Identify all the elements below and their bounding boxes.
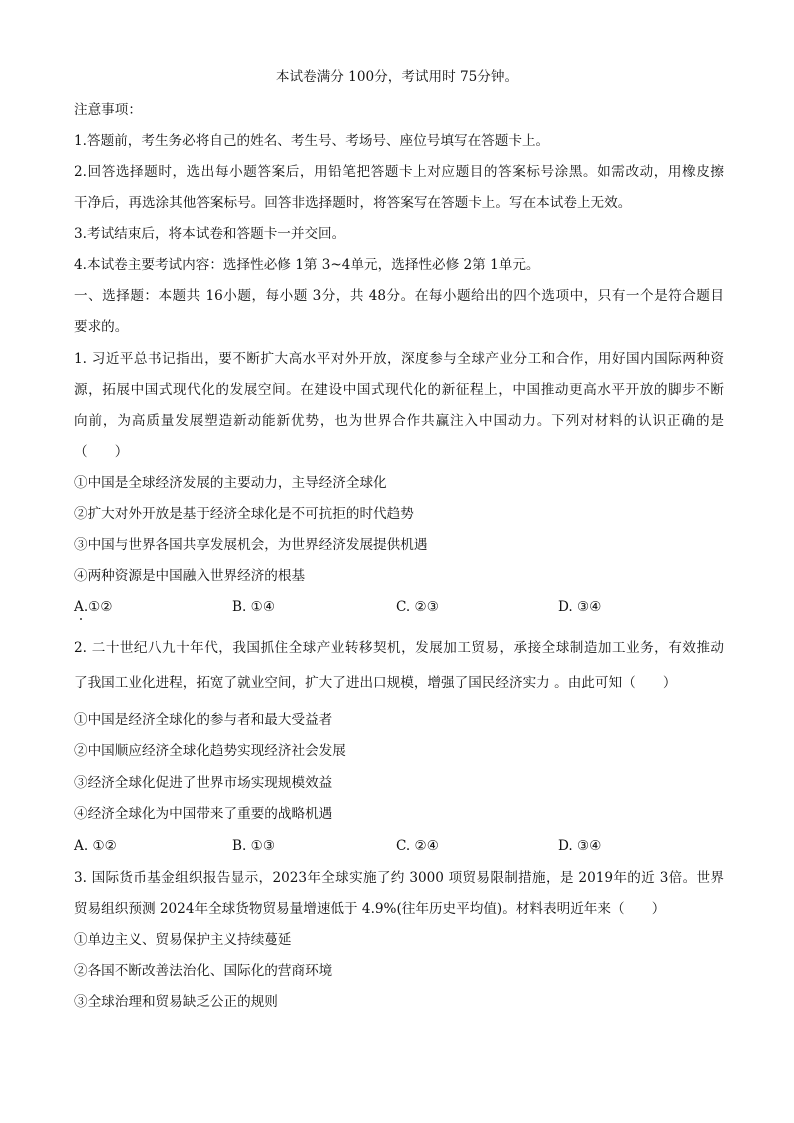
statement: ②各国不断改善法治化、国际化的营商环境 bbox=[74, 963, 333, 979]
question-3-stem: 贸易组织预测 2024年全球货物贸易量增速低于 4.9%(往年历史平均值)。材料表明近年来（ ） bbox=[74, 901, 666, 917]
notice-item: 2.回答选择题时，选出每小题答案后，用铅笔把答题卡上对应题目的答案标号涂黑。如需改动，用橡皮擦 bbox=[74, 164, 724, 180]
statement: ②扩大对外开放是基于经济全球化是不可抗拒的时代趋势 bbox=[74, 506, 414, 522]
statement: ③全球治理和贸易缺乏公正的规则 bbox=[74, 994, 278, 1010]
question-2-stem: 了我国工业化进程，拓宽了就业空间，扩大了进出口规模，增强了国民经济实力 。由此可知（ ） bbox=[74, 675, 677, 691]
statement: ④两种资源是中国融入世界经济的根基 bbox=[74, 568, 306, 584]
question-1-stem: 向前，为高质量发展塑造新动能新优势，也为世界合作共赢注入中国动力。下列对材料的认识正确的是 bbox=[74, 413, 724, 429]
question-1-stem: 源，拓展中国式现代化的发展空间。在建设中国式现代化的新征程上，中国推动更高水平开放的脚步不断 bbox=[74, 382, 724, 398]
question-2-options bbox=[74, 836, 724, 856]
answer-blank: （ ） bbox=[74, 444, 129, 460]
stray-mark bbox=[80, 618, 82, 620]
notice-item: 3.考试结束后，将本试卷和答题卡一并交回。 bbox=[74, 226, 346, 242]
option-c: C. ②④ bbox=[396, 838, 439, 854]
option-d: D. ③④ bbox=[558, 599, 602, 615]
question-2-stem: 2. 二十世纪八九十年代，我国抓住全球产业转移契机，发展加工贸易，承接全球制造加工业务，有效推动 bbox=[74, 640, 724, 656]
option-a: A. ①② bbox=[74, 838, 117, 854]
option-b: B. ①③ bbox=[232, 838, 276, 854]
notice-item: 干净后，再选涂其他答案标号。回答非选择题时，将答案写在答题卡上。写在本试卷上无效。 bbox=[74, 195, 632, 211]
statement: ①中国是全球经济发展的主要动力，主导经济全球化 bbox=[74, 475, 387, 491]
notice-item: 4.本试卷主要考试内容：选择性必修 1第 3~4单元，选择性必修 2第 1单元。 bbox=[74, 257, 540, 273]
statement: ①中国是经济全球化的参与者和最大受益者 bbox=[74, 712, 333, 728]
option-d: D. ③④ bbox=[558, 838, 602, 854]
notice-title: 注意事项： bbox=[74, 102, 142, 118]
question-1-options bbox=[74, 597, 724, 617]
option-b: B. ①④ bbox=[232, 599, 276, 615]
exam-header: 本试卷满分 100分，考试用时 75分钟。 bbox=[275, 69, 519, 85]
statement: ③中国与世界各国共享发展机会，为世界经济发展提供机遇 bbox=[74, 537, 428, 553]
statement: ④经济全球化为中国带来了重要的战略机遇 bbox=[74, 806, 333, 822]
section-heading-cont: 要求的。 bbox=[74, 319, 129, 335]
statement: ①单边主义、贸易保护主义持续蔓延 bbox=[74, 932, 292, 948]
statement: ②中国顺应经济全球化趋势实现经济社会发展 bbox=[74, 743, 346, 759]
question-1-stem: 1. 习近平总书记指出，要不断扩大高水平对外开放，深度参与全球产业分工和合作，用好国内国际两种资 bbox=[74, 351, 724, 367]
statement: ③经济全球化促进了世界市场实现规模效益 bbox=[74, 775, 333, 791]
notice-item: 1.答题前，考生务必将自己的姓名、考生号、考场号、座位号填写在答题卡上。 bbox=[74, 133, 550, 149]
option-c: C. ②③ bbox=[396, 599, 439, 615]
option-a: A.①② bbox=[74, 599, 113, 615]
question-3-stem: 3. 国际货币基金组织报告显示，2023年全球实施了约 3000 项贸易限制措施，是 2019年的近 3倍。世界 bbox=[74, 870, 724, 886]
section-heading: 一、选择题：本题共 16小题，每小题 3分，共 48分。在每小题给出的四个选项中，只有一个是符合题目 bbox=[74, 288, 724, 304]
